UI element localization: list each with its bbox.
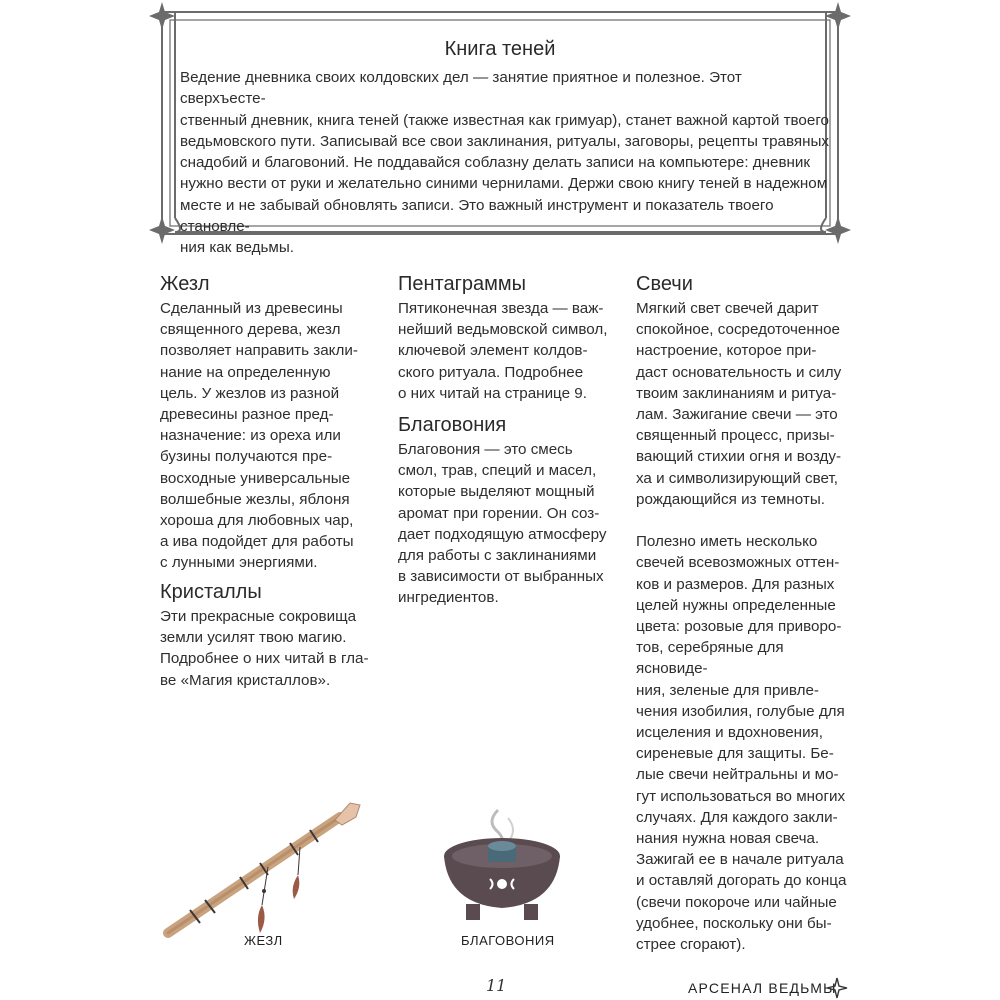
column-left bbox=[160, 272, 380, 574]
section-title-incense: Благовония bbox=[398, 414, 507, 436]
section-text-pentagrams: Пятиконечная звезда — важ- нейший ведьмовской символ, ключевой элемент колдов- ского ритуала. Подробнее о них читай на странице 9. bbox=[398, 300, 608, 402]
incense-illustration bbox=[438, 800, 568, 925]
section-text-candles: Мягкий свет свечей дарит спокойное, сосредоточенное настроение, которое при- даст основательность и силу твоим заклинаниям и ритуа- лам. Зажигание свечи — это священный процесс, призы- вающий стихии огня и возду- ха и символизирующий свет, рождающийся из темноты. Полезно иметь несколько свечей всевозможных оттен- ков и размеров. Для разных целей нужны определенные цвета: розовые для приворо- тов, серебряные для ясновиде- ния, зеленые для привле- чения изобилия, голубые для исцеления и вдохновения, сиреневые для защиты. Бе- лые свечи нейтральны и мо- гут использоваться во многих случаях. Для каждого закли- нания нужна новая свеча. Зажигай ее в начале ритуала и оставляй догорать до конца (свечи покороче или чайные удобнее, поскольку они бы- стрее сгорают). bbox=[636, 300, 847, 954]
section-title-candles: Свечи bbox=[636, 273, 693, 295]
incense-caption: БЛАГОВОНИЯ bbox=[461, 933, 555, 948]
box-title: Книга теней bbox=[444, 38, 556, 60]
wand-caption: ЖЕЗЛ bbox=[244, 933, 283, 948]
wand-illustration bbox=[160, 795, 370, 940]
column-right bbox=[636, 272, 856, 955]
section-title-crystals: Кристаллы bbox=[160, 581, 262, 603]
section-title-pentagrams: Пентаграммы bbox=[398, 273, 527, 295]
box-text: Ведение дневника своих колдовских дел — занятие приятное и полезное. Этот сверхъесте- ственный дневник, книга теней (также известная как гримуар), станет важной картой твоего ведьмовского пути. Записывай все свои заклинания, ритуалы, заговоры, рецепты травяных снадобий и благовоний. Не поддавайся соблазну делать записи на компьютере: дневник нужно вести от руки и желательно синими чернилами. Держи свою книгу теней в надежном месте и не забывай обновлять записи. Это важный инструмент и показатель твоего становле- ния как ведьмы. bbox=[180, 69, 830, 257]
star-icon bbox=[149, 216, 175, 244]
page-number: 11 bbox=[486, 976, 507, 995]
star-icon bbox=[826, 977, 848, 999]
column-left-crystals bbox=[160, 580, 380, 691]
column-middle-incense bbox=[398, 413, 618, 609]
star-icon bbox=[825, 2, 851, 30]
column-middle bbox=[398, 272, 618, 404]
star-icon bbox=[149, 2, 175, 30]
section-label: АРСЕНАЛ ВЕДЬМЫ bbox=[688, 980, 837, 996]
section-text-crystals: Эти прекрасные сокровища земли усилят твою магию. Подробнее о них читай в гла- ве «Магия кристаллов». bbox=[160, 608, 369, 689]
section-title-wand: Жезл bbox=[160, 273, 210, 295]
section-text-incense: Благовония — это смесь смол, трав, специй и масел, которые выделяют мощный аромат при горении. Он соз- дает подходящую атмосферу для работы с заклинаниями в зависимости от выбранных ингредиентов. bbox=[398, 441, 607, 607]
section-text-wand: Сделанный из древесины священного дерева, жезл позволяет направить закли- нание на определенную цель. У жезлов из разной древесины разное пред- назначение: из ореха или бузины получаются пре- восходные универсальные волшебные жезлы, яблоня хороша для любовных чар, а ива подойдет для работы с лунными энергиями. bbox=[160, 300, 358, 572]
